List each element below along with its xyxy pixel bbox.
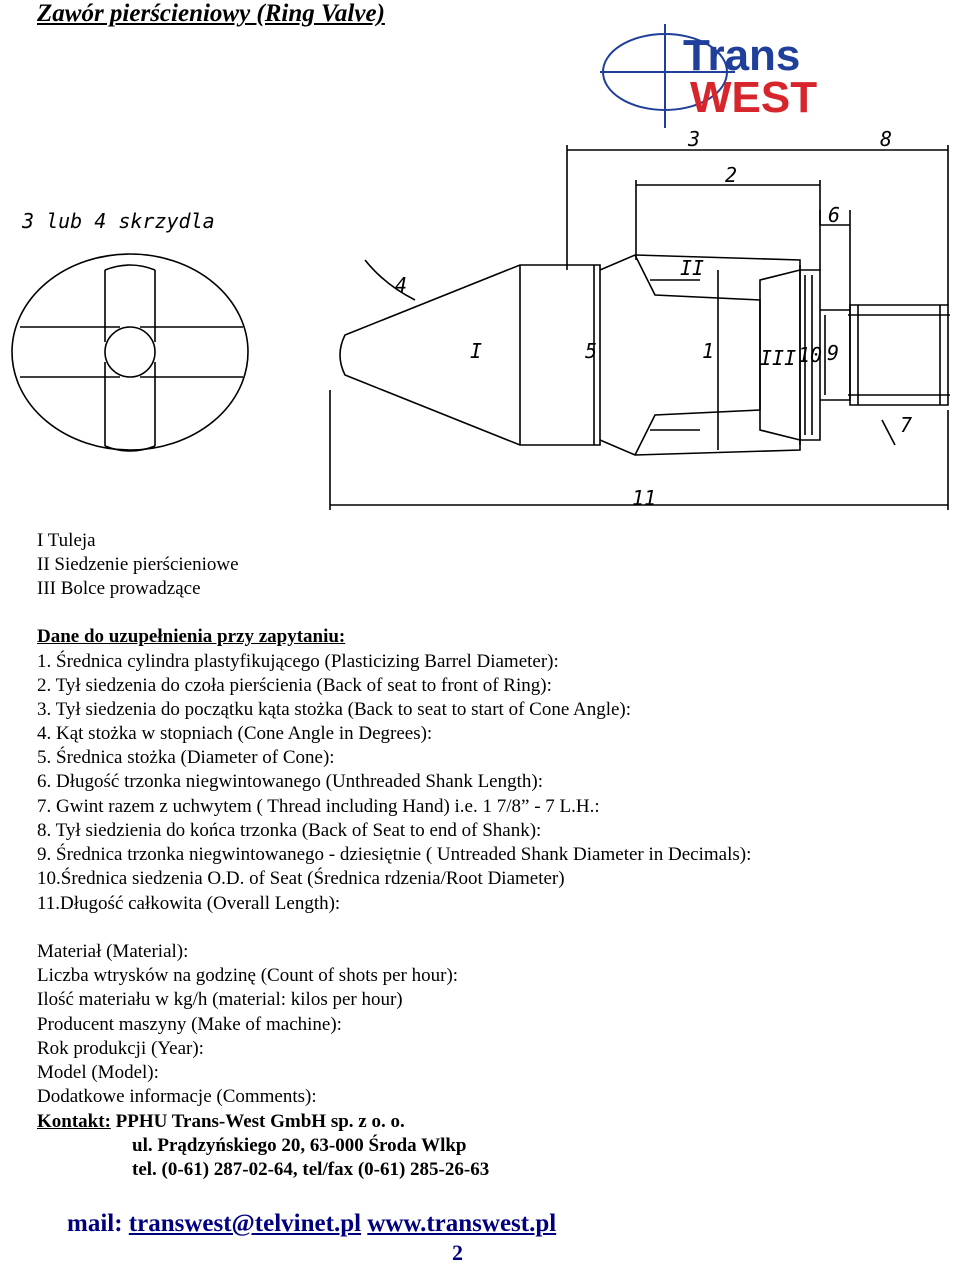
svg-text:6: 6 xyxy=(828,203,841,227)
svg-text:8: 8 xyxy=(880,127,893,151)
legend-item: III Bolce prowadzące xyxy=(37,578,201,599)
svg-text:Trans: Trans xyxy=(683,31,801,80)
contact-company: PPHU Trans-West GmbH sp. z o. o. xyxy=(115,1111,405,1132)
legend-item: II Siedzenie pierścieniowe xyxy=(37,554,239,575)
question-item: 11.Długość całkowita (Overall Length): xyxy=(37,893,341,914)
svg-text:3: 3 xyxy=(688,127,701,151)
page-title: Zawór pierścieniowy (Ring Valve) xyxy=(37,0,385,27)
legend-item: I Tuleja xyxy=(37,530,96,551)
info-item: Materiał (Material): xyxy=(37,941,189,962)
question-item: 8. Tył siedzienia do końca trzonka (Back of Seat to end of Shank): xyxy=(37,820,542,841)
question-item: 4. Kąt stożka w stopniach (Cone Angle in Degrees): xyxy=(37,723,433,744)
question-item: 10.Średnica siedzenia O.D. of Seat (Średnica rdzenia/Root Diameter) xyxy=(37,868,565,889)
mail-label: mail: xyxy=(67,1210,123,1237)
question-item: 1. Średnica cylindra plastyfikującego (Plasticizing Barrel Diameter): xyxy=(37,651,559,672)
question-item: 7. Gwint razem z uchwytem ( Thread including Hand) i.e. 1 7/8” - 7 L.H.: xyxy=(37,796,600,817)
svg-text:III: III xyxy=(760,346,797,370)
svg-text:9: 9 xyxy=(827,341,840,365)
svg-text:4: 4 xyxy=(395,273,408,297)
svg-text:5: 5 xyxy=(585,339,598,363)
svg-text:WEST: WEST xyxy=(690,73,818,122)
info-item: Rok produkcji (Year): xyxy=(37,1038,204,1059)
info-item: Liczba wtrysków na godzinę (Count of shots per hour): xyxy=(37,965,459,986)
question-item: 6. Długość trzonka niegwintowanego (Unthreaded Shank Length): xyxy=(37,771,544,792)
svg-text:3 lub 4 skrzydla: 3 lub 4 skrzydla xyxy=(22,209,215,233)
question-item: 5. Średnica stożka (Diameter of Cone): xyxy=(37,747,335,768)
questions-heading: Dane do uzupełnienia przy zapytaniu: xyxy=(37,626,346,647)
contact-phone: tel. (0-61) 287-02-64, tel/fax (0-61) 285-26-63 xyxy=(132,1159,490,1180)
contact-label: Kontakt: xyxy=(37,1111,111,1132)
contact-address: ul. Prądzyńskiego 20, 63-000 Środa Wlkp xyxy=(132,1135,467,1156)
question-item: 9. Średnica trzonka niegwintowanego - dziesiętnie ( Untreaded Shank Diameter in Decimals): xyxy=(37,844,752,865)
page-number: 2 xyxy=(452,1240,463,1265)
svg-text:2: 2 xyxy=(725,163,738,187)
svg-text:II: II xyxy=(680,256,705,280)
svg-text:1: 1 xyxy=(702,339,715,363)
svg-text:I: I xyxy=(470,339,483,363)
website-link[interactable]: www.transwest.pl xyxy=(367,1210,557,1237)
svg-text:7: 7 xyxy=(900,413,913,437)
info-item: Model (Model): xyxy=(37,1062,159,1083)
ring-valve-drawing xyxy=(0,110,960,520)
info-item: Dodatkowe informacje (Comments): xyxy=(37,1086,317,1107)
question-item: 2. Tył siedzenia do czoła pierścienia (Back of seat to front of Ring): xyxy=(37,675,552,696)
contact-line xyxy=(37,1110,405,1134)
info-item: Producent maszyny (Make of machine): xyxy=(37,1014,342,1035)
svg-text:10: 10 xyxy=(798,343,823,367)
question-item: 3. Tył siedzenia do początku kąta stożka (Back to seat to start of Cone Angle): xyxy=(37,699,632,720)
footer-contact xyxy=(67,1210,556,1238)
email-link[interactable]: transwest@telvinet.pl xyxy=(128,1210,362,1237)
svg-text:11: 11 xyxy=(632,486,657,510)
info-item: Ilość materiału w kg/h (material: kilos per hour) xyxy=(37,989,403,1010)
